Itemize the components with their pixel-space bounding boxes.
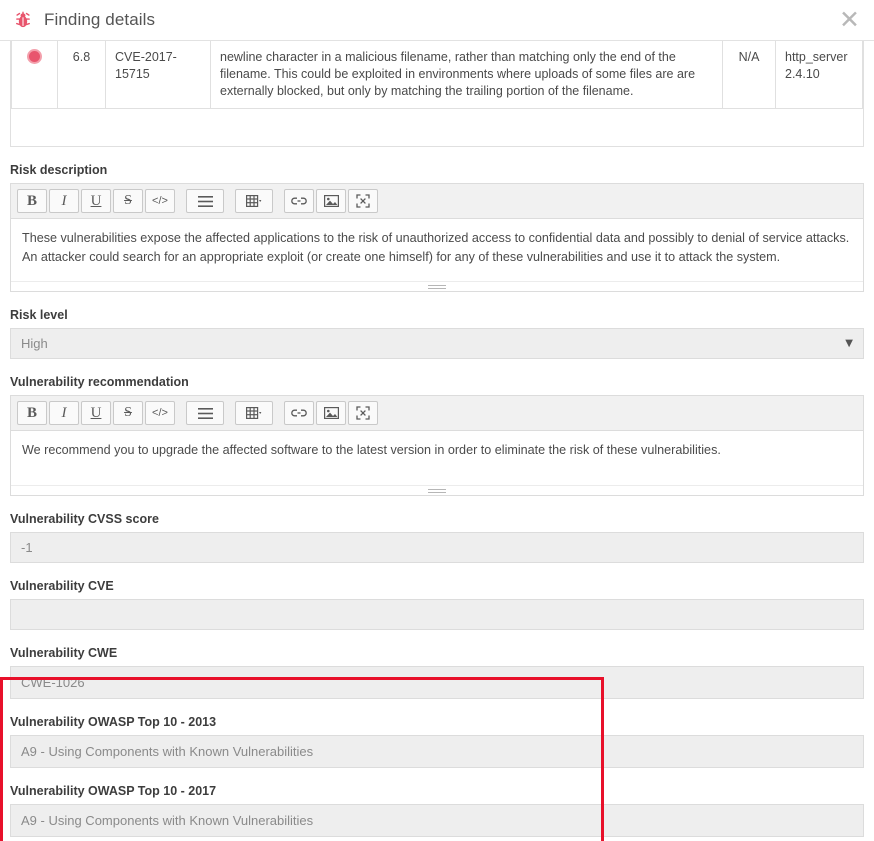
vulnerability-recommendation-editor[interactable] xyxy=(10,395,864,496)
vulnerability-recommendation-toolbar xyxy=(11,396,863,431)
vulnerability-cve-input[interactable] xyxy=(10,599,864,630)
risk-description-resize-handle[interactable] xyxy=(11,281,863,291)
severity-dot-icon xyxy=(27,49,42,64)
strikethrough-button[interactable] xyxy=(113,189,143,213)
code-label: </> xyxy=(152,195,168,207)
vulnerability-cwe-label: Vulnerability CWE xyxy=(10,646,118,660)
chevron-down-icon: ▼ xyxy=(845,338,853,349)
table-spacer xyxy=(11,109,863,135)
italic-label: I xyxy=(61,404,67,421)
list-group xyxy=(186,401,224,425)
fullscreen-icon[interactable] xyxy=(348,189,378,213)
table-row xyxy=(12,41,863,109)
bold-button[interactable] xyxy=(17,189,47,213)
risk-description-toolbar xyxy=(11,184,863,219)
vulnerability-owasp-2013-value: A9 - Using Components with Known Vulnerabilities xyxy=(21,744,314,759)
bold-label: B xyxy=(26,192,37,209)
list-group xyxy=(186,189,224,213)
image-icon[interactable] xyxy=(316,189,346,213)
vulnerability-owasp-2017-value: A9 - Using Components with Known Vulnerabilities xyxy=(21,813,314,828)
table-icon[interactable] xyxy=(235,401,273,425)
insert-group xyxy=(284,189,378,213)
table-icon[interactable] xyxy=(235,189,273,213)
na-cell: N/A xyxy=(723,41,776,109)
list-icon[interactable] xyxy=(186,401,224,425)
target-cell: http_server 2.4.10 xyxy=(776,41,863,109)
vulnerability-recommendation-text[interactable]: We recommend you to upgrade the affected software to the latest version in order to eliminate the risk of these vulnerabilities. xyxy=(22,443,721,457)
strike-label: S xyxy=(124,405,132,420)
code-label: </> xyxy=(152,407,168,419)
dialog-body xyxy=(0,41,874,841)
vulnerability-owasp-2017-label: Vulnerability OWASP Top 10 - 2017 xyxy=(10,784,217,798)
table-group xyxy=(235,189,273,213)
fullscreen-icon[interactable] xyxy=(348,401,378,425)
link-icon[interactable] xyxy=(284,401,314,425)
strikethrough-button[interactable] xyxy=(113,401,143,425)
code-button[interactable] xyxy=(145,189,175,213)
underline-button[interactable] xyxy=(81,401,111,425)
text-style-group xyxy=(17,401,175,425)
vulnerability-cvss-score-value: -1 xyxy=(21,540,33,555)
description-cell: newline character in a malicious filename, rather than matching only the end of the filename. This could be exploited in environments where uploads of some files are are externally blocked, but only by matching the trailing portion of the filename. xyxy=(211,41,723,109)
italic-button[interactable] xyxy=(49,189,79,213)
close-icon[interactable]: ✕ xyxy=(839,5,860,34)
bug-icon xyxy=(12,9,34,31)
findings-table xyxy=(10,41,864,147)
vulnerability-cvss-score-input[interactable] xyxy=(10,532,864,563)
dialog-header xyxy=(0,0,874,41)
vulnerability-owasp-2017-input[interactable] xyxy=(10,804,864,837)
dialog-title: Finding details xyxy=(44,10,156,29)
vulnerability-cwe-input[interactable] xyxy=(10,666,864,699)
image-icon[interactable] xyxy=(316,401,346,425)
risk-level-select[interactable] xyxy=(10,328,864,359)
underline-label: U xyxy=(90,192,102,209)
bold-label: B xyxy=(26,404,37,421)
risk-description-text[interactable]: These vulnerabilities expose the affected applications to the risk of unauthorized access to confidential data and possibly to denial of service attacks. An attacker could search for an appropriate exploit (or create one himself) for any of these vulnerabilities and use it to attack the system. xyxy=(22,231,850,264)
link-icon[interactable] xyxy=(284,189,314,213)
italic-label: I xyxy=(61,192,67,209)
strike-label: S xyxy=(124,193,132,208)
risk-level-label: Risk level xyxy=(10,308,68,322)
code-button[interactable] xyxy=(145,401,175,425)
vulnerability-owasp-2013-input[interactable] xyxy=(10,735,864,768)
underline-label: U xyxy=(90,404,102,421)
underline-button[interactable] xyxy=(81,189,111,213)
risk-level-value: High xyxy=(21,336,48,351)
list-icon[interactable] xyxy=(186,189,224,213)
vulnerability-owasp-2013-label: Vulnerability OWASP Top 10 - 2013 xyxy=(10,715,217,729)
risk-description-editor[interactable] xyxy=(10,183,864,292)
severity-cell xyxy=(12,41,58,109)
insert-group xyxy=(284,401,378,425)
risk-description-label: Risk description xyxy=(10,163,108,177)
vulnerability-recommendation-label: Vulnerability recommendation xyxy=(10,375,189,389)
vulnerability-cve-label: Vulnerability CVE xyxy=(10,579,114,593)
cve-cell: CVE-2017-15715 xyxy=(106,41,211,109)
vulnerability-cvss-score-label: Vulnerability CVSS score xyxy=(10,512,159,526)
vulnerability-cwe-value: CWE-1026 xyxy=(21,675,85,690)
text-style-group xyxy=(17,189,175,213)
bold-button[interactable] xyxy=(17,401,47,425)
vulnerability-recommendation-resize-handle[interactable] xyxy=(11,485,863,495)
cvss-score-cell: 6.8 xyxy=(58,41,106,109)
italic-button[interactable] xyxy=(49,401,79,425)
table-group xyxy=(235,401,273,425)
